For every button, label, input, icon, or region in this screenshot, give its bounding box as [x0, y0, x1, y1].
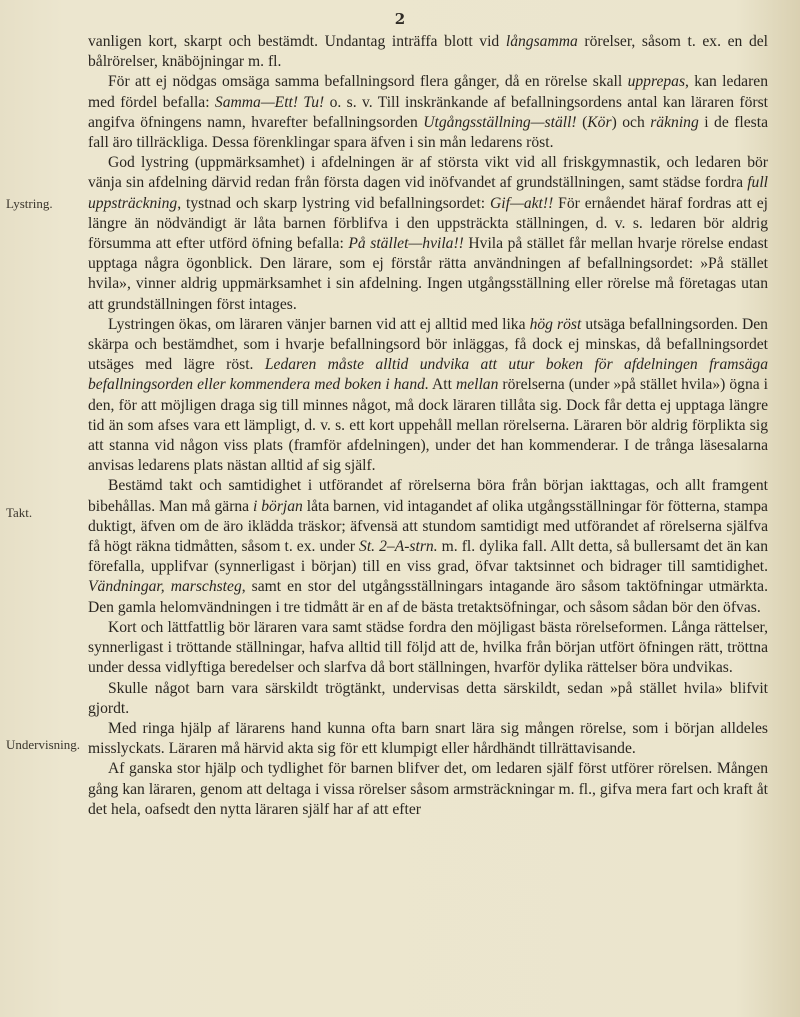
margin-note-takt: Takt.	[6, 505, 33, 520]
paragraph-5-takt: Bestämd takt och samtidighet i utförandet af rörelserna böra från början iakttagas, och allt framgent bibehållas. Man må gärna i början låta barnen, vid intagandet af olika utgångsställningar för fötterna, stampa duktigt, äfven om de äro iklädda träskor; äfvensä att stundom samtidigt med utförandet af rörelserna själfva få högt räkna tidmåtten, såsom t. ex. under St. 2–A-strn. m. fl. dylika fall. Allt detta, så bullersamt det än kan förefalla, upplifvar (synnerligast i början) till en viss grad, öfvar taktsinnet och bidrager till samtidighet. Vändningar, marschsteg, samt en stor del utgångsställningars intagande äro såsom taktöfningar utmärkta. Den gamla helomvändningen i tre tidmått är en af de bästa tretaktsöfningar, och såsom sådan bör den öfvas.	[88, 477, 768, 616]
paragraph-6-undervisning: Kort och lättfattlig bör läraren vara samt städse fordra den möjligast bästa rörelseformen. Långa rättelser, synnerligast i tröttande ställningar, hafva alltid till följd att de, hvilka från början utfört öfningen rätt, tröttna under dessa vidlyftiga beredelser och slarfva då bort ställningen, hvarför dylika rättelser böra undvikas.	[88, 618, 768, 677]
page-number: 2	[394, 10, 406, 28]
paragraph-2: För att ej nödgas omsäga samma befallningsord flera gånger, då en rörelse skall upprepas, kan ledaren med fördel befalla: Samma—Ett! Tu! o. s. v. Till inskränkande af befallningsordens antal kan läraren först angifva öfningens namn, hvarefter befallningsorden Utgångsställning—ställ! (Kör) och räkning i de flesta fall äro tillräckliga. Dessa förenklingar spara äfven i sin mån ledarens röst.	[88, 73, 769, 152]
paragraph-9: Af ganska stor hjälp och tydlighet för barnen blifver det, om ledaren själf först utförer rörelsen. Mången gång kan läraren, genom att deltaga i vissa rörelser såsom armsträckningar m. fl., gifva mera fart och kraft åt det hela, oafsedt den nytta läraren själf har af att efter	[88, 760, 768, 818]
paragraph-8: Med ringa hjälp af lärarens hand kunna ofta barn snart lära sig mången rörelse, som i början alldeles misslyckats. Läraren må härvid akta sig för ett klumpigt eller hårdhändt tillrättavisande.	[88, 719, 768, 758]
paragraph-1: vanligen kort, skarpt och bestämdt. Undantag inträffa blott vid långsamma rörelser, såsom t. ex. en del bålrörelser, knäböjningar m. fl.	[88, 33, 768, 71]
body-text	[88, 32, 768, 820]
margin-note-undervisning: Undervisning.	[6, 737, 81, 752]
margin-note-lystring: Lystring.	[6, 196, 53, 211]
paragraph-3-lystring: God lystring (uppmärksamhet) i afdelningen är af största vikt vid all friskgymnastik, och ledaren bör vänja sin afdelning därvid redan från första dagen vid inöfvandet af grundställningen, samt städse fordra full uppsträckning, tystnad och skarp lystring vid befallningsordet: Gif—akt!! För ernåendet häraf fordras att ej längre än nödvändigt är låta barnen förblifva i den uppsträckta ställningen, d. v. s. ledaren bör aldrig försumma att efter utförd öfning befalla: På stället—hvila!! Hvila på stället får mellan hvarje rörelse endast upptaga några ögonblick. Den lärare, som ej förstår rätta användningen af befallningsordet: »På stället hvila», vinner aldrig uppmärksamhet i sin afdelning. Ingen utgångsställning eller rörelse må företagas utan att grundställningen först intages.	[88, 154, 768, 313]
paragraph-4: Lystringen ökas, om läraren vänjer barnen vid att ej alltid med lika hög röst utsäga befallningsorden. Den skärpa och bestämdhet, som i hvarje befallningsord bör inläggas, få dock ej minskas, då befallningsordet utsäges med lägre röst. Ledaren måste alltid undvika att utur boken för afdelningen framsäga befallningsorden eller kommendera med boken i hand. Att mellan rörelserna (under »på stället hvila») ögna i den, för att möjligen draga sig till minnes något, må dock läraren tillåta sig. Dock får detta ej upptaga längre tid än som afses vara ett lämpligt, d. v. s. ett kort uppehåll mellan rörelserna. Läraren bör aldrig förplikta sig att stanna vid någon viss plats (framför afdelningen), under det han kommenderar. I de trånga läsesalarna anvisas ledarens plats nästan alltid af sig själf.	[88, 315, 768, 475]
paragraph-7: Skulle något barn vara särskildt trögtänkt, undervisas detta särskildt, sedan »på stället hvila» blifvit gjordt.	[88, 679, 768, 717]
